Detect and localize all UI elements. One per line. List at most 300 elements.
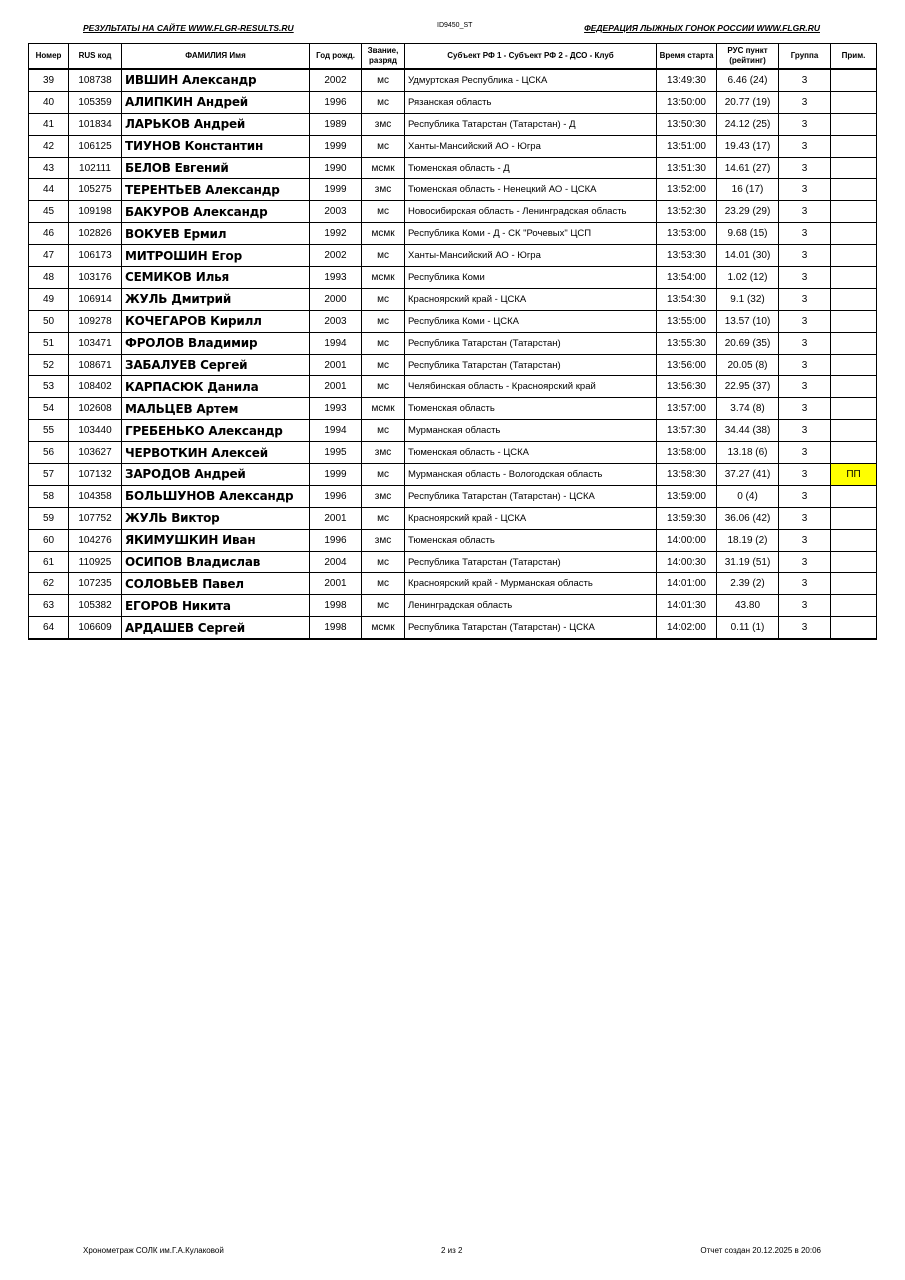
cell-birth-year: 1998 xyxy=(310,617,362,639)
cell-athlete-name: ЕГОРОВ Никита xyxy=(122,595,310,617)
cell-note xyxy=(831,157,877,179)
cell-note xyxy=(831,442,877,464)
cell-number: 44 xyxy=(29,179,69,201)
cell-rus-code: 103471 xyxy=(69,332,122,354)
cell-note xyxy=(831,529,877,551)
cell-points: 18.19 (2) xyxy=(717,529,779,551)
table-row xyxy=(29,617,877,639)
cell-note xyxy=(831,135,877,157)
cell-region: Республика Коми - ЦСКА xyxy=(405,310,657,332)
cell-start-time: 13:53:30 xyxy=(657,245,717,267)
table-row xyxy=(29,267,877,289)
cell-start-time: 13:51:30 xyxy=(657,157,717,179)
col-header-birth-year: Год рожд. xyxy=(310,44,362,70)
cell-region: Рязанская область xyxy=(405,91,657,113)
cell-start-time: 14:00:00 xyxy=(657,529,717,551)
cell-athlete-name: ЗАРОДОВ Андрей xyxy=(122,464,310,486)
cell-rus-code: 106914 xyxy=(69,288,122,310)
cell-points: 13.18 (6) xyxy=(717,442,779,464)
cell-number: 63 xyxy=(29,595,69,617)
cell-rus-code: 107132 xyxy=(69,464,122,486)
cell-region: Республика Татарстан (Татарстан) xyxy=(405,354,657,376)
cell-rank: мс xyxy=(362,91,405,113)
cell-rank: мс xyxy=(362,354,405,376)
col-header-start-time: Время старта xyxy=(657,44,717,70)
cell-start-time: 13:50:00 xyxy=(657,91,717,113)
cell-number: 47 xyxy=(29,245,69,267)
cell-birth-year: 1995 xyxy=(310,442,362,464)
cell-birth-year: 1999 xyxy=(310,135,362,157)
table-row xyxy=(29,69,877,91)
cell-number: 41 xyxy=(29,113,69,135)
cell-note xyxy=(831,223,877,245)
cell-points: 36.06 (42) xyxy=(717,507,779,529)
cell-number: 50 xyxy=(29,310,69,332)
cell-group: 3 xyxy=(779,310,831,332)
cell-group: 3 xyxy=(779,354,831,376)
cell-number: 60 xyxy=(29,529,69,551)
cell-points: 2.39 (2) xyxy=(717,573,779,595)
cell-number: 61 xyxy=(29,551,69,573)
cell-rus-code: 110925 xyxy=(69,551,122,573)
cell-athlete-name: БОЛЬШУНОВ Александр xyxy=(122,485,310,507)
cell-region: Тюменская область - Д xyxy=(405,157,657,179)
cell-birth-year: 2003 xyxy=(310,310,362,332)
cell-number: 54 xyxy=(29,398,69,420)
cell-rank: мсмк xyxy=(362,223,405,245)
table-row xyxy=(29,485,877,507)
cell-birth-year: 1990 xyxy=(310,157,362,179)
cell-region: Красноярский край - ЦСКА xyxy=(405,288,657,310)
cell-points: 31.19 (51) xyxy=(717,551,779,573)
cell-note xyxy=(831,179,877,201)
cell-birth-year: 1999 xyxy=(310,464,362,486)
table-row xyxy=(29,442,877,464)
col-header-rank: Звание, разряд xyxy=(362,44,405,70)
cell-group: 3 xyxy=(779,135,831,157)
table-row xyxy=(29,245,877,267)
cell-note xyxy=(831,398,877,420)
table-row xyxy=(29,507,877,529)
cell-rus-code: 101834 xyxy=(69,113,122,135)
cell-region: Ханты-Мансийский АО - Югра xyxy=(405,245,657,267)
cell-note xyxy=(831,551,877,573)
col-header-region: Субъект РФ 1 - Субъект РФ 2 - ДСО - Клуб xyxy=(405,44,657,70)
cell-points: 24.12 (25) xyxy=(717,113,779,135)
cell-group: 3 xyxy=(779,398,831,420)
cell-rank: змс xyxy=(362,485,405,507)
col-header-number: Номер xyxy=(29,44,69,70)
cell-number: 48 xyxy=(29,267,69,289)
cell-athlete-name: АЛИПКИН Андрей xyxy=(122,91,310,113)
cell-athlete-name: АРДАШЕВ Сергей xyxy=(122,617,310,639)
cell-rus-code: 103627 xyxy=(69,442,122,464)
cell-start-time: 14:01:30 xyxy=(657,595,717,617)
col-header-name: ФАМИЛИЯ Имя xyxy=(122,44,310,70)
cell-note xyxy=(831,332,877,354)
cell-start-time: 13:49:30 xyxy=(657,69,717,91)
cell-group: 3 xyxy=(779,91,831,113)
cell-birth-year: 1992 xyxy=(310,223,362,245)
cell-note xyxy=(831,507,877,529)
cell-note xyxy=(831,485,877,507)
table-row xyxy=(29,354,877,376)
cell-group: 3 xyxy=(779,113,831,135)
cell-rank: мсмк xyxy=(362,267,405,289)
cell-number: 45 xyxy=(29,201,69,223)
cell-group: 3 xyxy=(779,442,831,464)
cell-number: 62 xyxy=(29,573,69,595)
cell-birth-year: 1996 xyxy=(310,91,362,113)
cell-start-time: 13:54:00 xyxy=(657,267,717,289)
cell-number: 57 xyxy=(29,464,69,486)
cell-points: 0.11 (1) xyxy=(717,617,779,639)
cell-rus-code: 104358 xyxy=(69,485,122,507)
cell-points: 19.43 (17) xyxy=(717,135,779,157)
cell-points: 6.46 (24) xyxy=(717,69,779,91)
cell-athlete-name: ЖУЛЬ Виктор xyxy=(122,507,310,529)
cell-athlete-name: ОСИПОВ Владислав xyxy=(122,551,310,573)
cell-points: 9.68 (15) xyxy=(717,223,779,245)
cell-region: Тюменская область - ЦСКА xyxy=(405,442,657,464)
cell-athlete-name: ВОКУЕВ Ермил xyxy=(122,223,310,245)
cell-start-time: 13:52:30 xyxy=(657,201,717,223)
cell-athlete-name: ФРОЛОВ Владимир xyxy=(122,332,310,354)
cell-birth-year: 1996 xyxy=(310,485,362,507)
cell-rus-code: 108671 xyxy=(69,354,122,376)
cell-start-time: 13:59:30 xyxy=(657,507,717,529)
cell-start-time: 13:55:00 xyxy=(657,310,717,332)
cell-region: Ленинградская область xyxy=(405,595,657,617)
cell-number: 64 xyxy=(29,617,69,639)
cell-points: 20.05 (8) xyxy=(717,354,779,376)
table-row xyxy=(29,376,877,398)
results-table xyxy=(28,43,877,640)
cell-region: Тюменская область xyxy=(405,398,657,420)
cell-birth-year: 1994 xyxy=(310,332,362,354)
table-row xyxy=(29,288,877,310)
cell-start-time: 13:50:30 xyxy=(657,113,717,135)
footer-report-created: Отчет создан 20.12.2025 в 20:06 xyxy=(700,1246,821,1255)
cell-number: 40 xyxy=(29,91,69,113)
cell-group: 3 xyxy=(779,595,831,617)
cell-rank: мс xyxy=(362,245,405,267)
cell-group: 3 xyxy=(779,617,831,639)
cell-region: Мурманская область xyxy=(405,420,657,442)
cell-note xyxy=(831,354,877,376)
cell-rus-code: 109198 xyxy=(69,201,122,223)
cell-rus-code: 102111 xyxy=(69,157,122,179)
cell-number: 59 xyxy=(29,507,69,529)
cell-region: Челябинская область - Красноярский край xyxy=(405,376,657,398)
table-row xyxy=(29,573,877,595)
cell-points: 14.01 (30) xyxy=(717,245,779,267)
cell-athlete-name: ЛАРЬКОВ Андрей xyxy=(122,113,310,135)
cell-rank: мс xyxy=(362,464,405,486)
cell-note: ПП xyxy=(831,464,877,486)
cell-birth-year: 2004 xyxy=(310,551,362,573)
cell-rank: змс xyxy=(362,529,405,551)
cell-group: 3 xyxy=(779,573,831,595)
cell-athlete-name: ЖУЛЬ Дмитрий xyxy=(122,288,310,310)
cell-start-time: 13:57:30 xyxy=(657,420,717,442)
table-row xyxy=(29,91,877,113)
cell-points: 0 (4) xyxy=(717,485,779,507)
cell-note xyxy=(831,69,877,91)
cell-points: 20.77 (19) xyxy=(717,91,779,113)
table-row xyxy=(29,551,877,573)
cell-region: Республика Татарстан (Татарстан) - Д xyxy=(405,113,657,135)
table-row xyxy=(29,529,877,551)
cell-birth-year: 2001 xyxy=(310,507,362,529)
cell-region: Республика Татарстан (Татарстан) - ЦСКА xyxy=(405,617,657,639)
cell-birth-year: 2002 xyxy=(310,69,362,91)
cell-rus-code: 102608 xyxy=(69,398,122,420)
cell-rus-code: 107752 xyxy=(69,507,122,529)
cell-birth-year: 1996 xyxy=(310,529,362,551)
cell-rank: мс xyxy=(362,135,405,157)
cell-rus-code: 105382 xyxy=(69,595,122,617)
cell-athlete-name: ГРЕБЕНЬКО Александр xyxy=(122,420,310,442)
cell-number: 43 xyxy=(29,157,69,179)
cell-birth-year: 1999 xyxy=(310,179,362,201)
table-row xyxy=(29,464,877,486)
cell-group: 3 xyxy=(779,551,831,573)
cell-birth-year: 2001 xyxy=(310,573,362,595)
cell-points: 16 (17) xyxy=(717,179,779,201)
cell-note xyxy=(831,288,877,310)
cell-group: 3 xyxy=(779,157,831,179)
col-header-group: Группа xyxy=(779,44,831,70)
cell-group: 3 xyxy=(779,69,831,91)
cell-start-time: 13:54:30 xyxy=(657,288,717,310)
cell-rank: мсмк xyxy=(362,398,405,420)
cell-athlete-name: КАРПАСЮК Данила xyxy=(122,376,310,398)
cell-start-time: 14:01:00 xyxy=(657,573,717,595)
cell-rank: мс xyxy=(362,310,405,332)
cell-birth-year: 2000 xyxy=(310,288,362,310)
cell-rus-code: 106173 xyxy=(69,245,122,267)
cell-rus-code: 106125 xyxy=(69,135,122,157)
col-header-note: Прим. xyxy=(831,44,877,70)
cell-birth-year: 1998 xyxy=(310,595,362,617)
cell-birth-year: 1993 xyxy=(310,398,362,420)
cell-rank: мс xyxy=(362,420,405,442)
cell-region: Республика Коми - Д - СК "Рочевых" ЦСП xyxy=(405,223,657,245)
cell-group: 3 xyxy=(779,464,831,486)
cell-birth-year: 1993 xyxy=(310,267,362,289)
cell-birth-year: 1989 xyxy=(310,113,362,135)
cell-note xyxy=(831,245,877,267)
cell-rus-code: 105275 xyxy=(69,179,122,201)
cell-rank: змс xyxy=(362,113,405,135)
cell-rank: мс xyxy=(362,507,405,529)
cell-note xyxy=(831,573,877,595)
cell-group: 3 xyxy=(779,288,831,310)
cell-rank: мс xyxy=(362,573,405,595)
cell-athlete-name: МАЛЬЦЕВ Артем xyxy=(122,398,310,420)
cell-start-time: 13:53:00 xyxy=(657,223,717,245)
results-site-link[interactable]: РЕЗУЛЬТАТЫ НА САЙТЕ WWW.FLGR-RESULTS.RU xyxy=(83,23,294,33)
cell-athlete-name: СЕМИКОВ Илья xyxy=(122,267,310,289)
cell-birth-year: 1994 xyxy=(310,420,362,442)
table-row xyxy=(29,201,877,223)
cell-start-time: 13:55:30 xyxy=(657,332,717,354)
cell-number: 46 xyxy=(29,223,69,245)
cell-athlete-name: БЕЛОВ Евгений xyxy=(122,157,310,179)
footer-timing-credit: Хронометраж СОЛК им.Г.А.Кулаковой xyxy=(83,1246,224,1255)
cell-rus-code: 105359 xyxy=(69,91,122,113)
table-row xyxy=(29,420,877,442)
cell-start-time: 14:00:30 xyxy=(657,551,717,573)
cell-note xyxy=(831,420,877,442)
cell-region: Ханты-Мансийский АО - Югра xyxy=(405,135,657,157)
cell-number: 55 xyxy=(29,420,69,442)
cell-start-time: 13:56:00 xyxy=(657,354,717,376)
cell-start-time: 13:52:00 xyxy=(657,179,717,201)
cell-group: 3 xyxy=(779,201,831,223)
cell-note xyxy=(831,267,877,289)
cell-group: 3 xyxy=(779,507,831,529)
footer-page-number: 2 из 2 xyxy=(441,1246,463,1255)
cell-rank: мсмк xyxy=(362,617,405,639)
table-header-row xyxy=(29,44,877,70)
table-row xyxy=(29,332,877,354)
cell-rank: мс xyxy=(362,69,405,91)
cell-number: 42 xyxy=(29,135,69,157)
cell-region: Новосибирская область - Ленинградская область xyxy=(405,201,657,223)
cell-points: 3.74 (8) xyxy=(717,398,779,420)
cell-group: 3 xyxy=(779,245,831,267)
cell-athlete-name: ТЕРЕНТЬЕВ Александр xyxy=(122,179,310,201)
cell-note xyxy=(831,113,877,135)
cell-rank: змс xyxy=(362,442,405,464)
federation-site-link[interactable]: ФЕДЕРАЦИЯ ЛЫЖНЫХ ГОНОК РОССИИ WWW.FLGR.RU xyxy=(584,23,820,33)
cell-rus-code: 103440 xyxy=(69,420,122,442)
cell-number: 53 xyxy=(29,376,69,398)
cell-group: 3 xyxy=(779,376,831,398)
cell-group: 3 xyxy=(779,223,831,245)
cell-rank: мс xyxy=(362,595,405,617)
cell-note xyxy=(831,595,877,617)
table-row xyxy=(29,113,877,135)
cell-athlete-name: ЧЕРВОТКИН Алексей xyxy=(122,442,310,464)
cell-start-time: 14:02:00 xyxy=(657,617,717,639)
cell-start-time: 13:58:00 xyxy=(657,442,717,464)
cell-rank: мсмк xyxy=(362,157,405,179)
cell-region: Республика Коми xyxy=(405,267,657,289)
cell-rank: мс xyxy=(362,288,405,310)
cell-region: Мурманская область - Вологодская область xyxy=(405,464,657,486)
cell-region: Республика Татарстан (Татарстан) xyxy=(405,332,657,354)
cell-points: 34.44 (38) xyxy=(717,420,779,442)
cell-rus-code: 103176 xyxy=(69,267,122,289)
cell-note xyxy=(831,201,877,223)
cell-region: Тюменская область - Ненецкий АО - ЦСКА xyxy=(405,179,657,201)
cell-birth-year: 2001 xyxy=(310,376,362,398)
cell-rus-code: 109278 xyxy=(69,310,122,332)
table-row xyxy=(29,135,877,157)
cell-start-time: 13:59:00 xyxy=(657,485,717,507)
cell-points: 9.1 (32) xyxy=(717,288,779,310)
cell-note xyxy=(831,376,877,398)
cell-rank: мс xyxy=(362,551,405,573)
cell-number: 49 xyxy=(29,288,69,310)
cell-region: Красноярский край - Мурманская область xyxy=(405,573,657,595)
cell-rank: мс xyxy=(362,332,405,354)
cell-rus-code: 108738 xyxy=(69,69,122,91)
table-row xyxy=(29,223,877,245)
cell-region: Тюменская область xyxy=(405,529,657,551)
cell-athlete-name: ЗАБАЛУЕВ Сергей xyxy=(122,354,310,376)
cell-region: Республика Татарстан (Татарстан) xyxy=(405,551,657,573)
cell-group: 3 xyxy=(779,529,831,551)
cell-birth-year: 2001 xyxy=(310,354,362,376)
cell-number: 51 xyxy=(29,332,69,354)
table-row xyxy=(29,179,877,201)
table-row xyxy=(29,398,877,420)
cell-group: 3 xyxy=(779,179,831,201)
cell-group: 3 xyxy=(779,332,831,354)
cell-birth-year: 2002 xyxy=(310,245,362,267)
cell-rus-code: 102826 xyxy=(69,223,122,245)
cell-rus-code: 108402 xyxy=(69,376,122,398)
cell-athlete-name: МИТРОШИН Егор xyxy=(122,245,310,267)
cell-number: 56 xyxy=(29,442,69,464)
cell-rus-code: 107235 xyxy=(69,573,122,595)
cell-points: 23.29 (29) xyxy=(717,201,779,223)
cell-group: 3 xyxy=(779,267,831,289)
cell-start-time: 13:56:30 xyxy=(657,376,717,398)
cell-note xyxy=(831,310,877,332)
cell-points: 1.02 (12) xyxy=(717,267,779,289)
col-header-points: РУС пункт (рейтинг) xyxy=(717,44,779,70)
cell-rank: мс xyxy=(362,376,405,398)
cell-athlete-name: КОЧЕГАРОВ Кирилл xyxy=(122,310,310,332)
cell-number: 58 xyxy=(29,485,69,507)
cell-rus-code: 106609 xyxy=(69,617,122,639)
cell-athlete-name: ЯКИМУШКИН Иван xyxy=(122,529,310,551)
document-id: ID9450_ST xyxy=(437,22,473,29)
cell-points: 22.95 (37) xyxy=(717,376,779,398)
cell-points: 43.80 xyxy=(717,595,779,617)
cell-group: 3 xyxy=(779,420,831,442)
cell-athlete-name: ИВШИН Александр xyxy=(122,69,310,91)
table-row xyxy=(29,157,877,179)
table-row xyxy=(29,310,877,332)
cell-points: 37.27 (41) xyxy=(717,464,779,486)
cell-number: 52 xyxy=(29,354,69,376)
cell-start-time: 13:51:00 xyxy=(657,135,717,157)
cell-athlete-name: СОЛОВЬЕВ Павел xyxy=(122,573,310,595)
col-header-rus-code: RUS код xyxy=(69,44,122,70)
cell-group: 3 xyxy=(779,485,831,507)
cell-points: 13.57 (10) xyxy=(717,310,779,332)
cell-birth-year: 2003 xyxy=(310,201,362,223)
cell-start-time: 13:57:00 xyxy=(657,398,717,420)
cell-note xyxy=(831,617,877,639)
table-row xyxy=(29,595,877,617)
cell-points: 14.61 (27) xyxy=(717,157,779,179)
cell-region: Удмуртская Республика - ЦСКА xyxy=(405,69,657,91)
cell-rank: мс xyxy=(362,201,405,223)
cell-rus-code: 104276 xyxy=(69,529,122,551)
cell-note xyxy=(831,91,877,113)
cell-athlete-name: БАКУРОВ Александр xyxy=(122,201,310,223)
cell-region: Красноярский край - ЦСКА xyxy=(405,507,657,529)
cell-region: Республика Татарстан (Татарстан) - ЦСКА xyxy=(405,485,657,507)
cell-number: 39 xyxy=(29,69,69,91)
